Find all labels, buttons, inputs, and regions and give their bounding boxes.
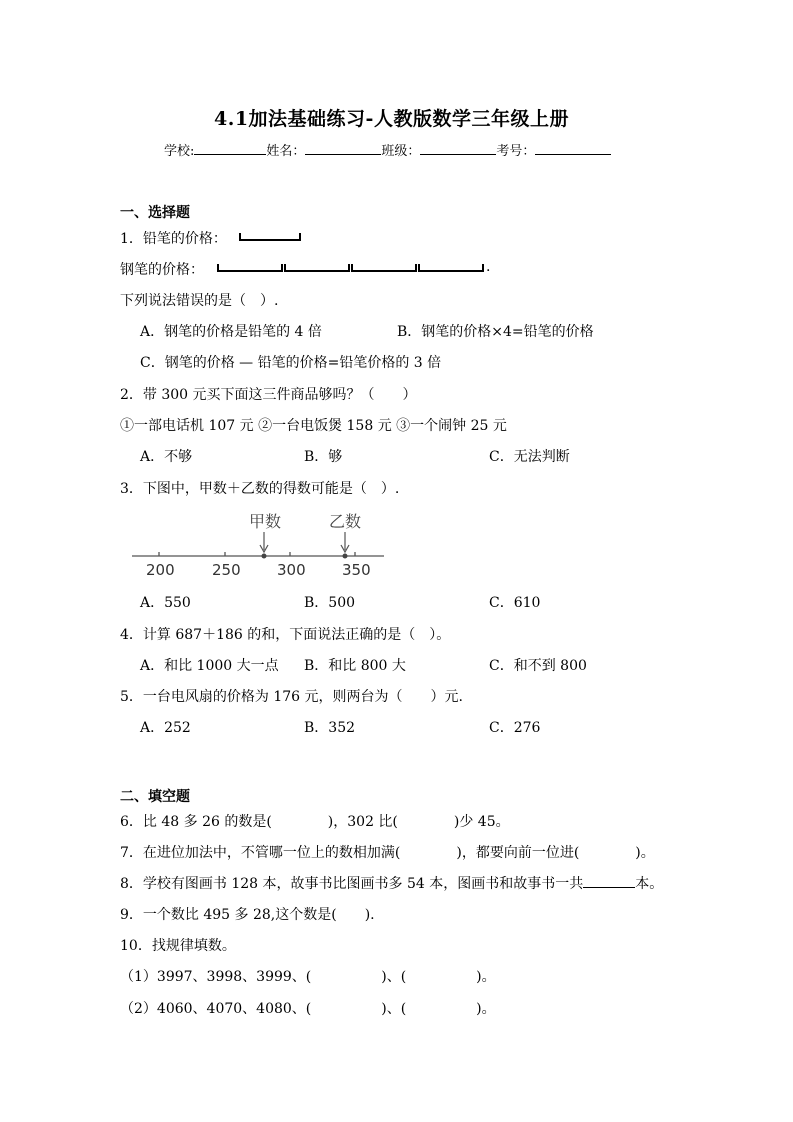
q5-option-b[interactable]: B．352 (304, 720, 356, 736)
q1-option-c[interactable]: C．钢笔的价格 — 铅笔的价格=铅笔价格的 3 倍 (140, 355, 442, 371)
class-blank[interactable] (420, 140, 496, 155)
q2-stem: 2．带 300 元买下面这三件商品够吗？（ ） (120, 387, 417, 403)
q3-option-b[interactable]: B．500 (304, 595, 356, 611)
q4-option-b[interactable]: B．和比 800 大 (304, 658, 406, 674)
student-info-line (164, 140, 611, 159)
pen-price-segment-2 (284, 264, 350, 272)
exam-number-label: 考号： (496, 144, 536, 159)
q3-stem: 3．下图中，甲数＋乙数的得数可能是（ ）. (120, 481, 400, 497)
q4-option-c[interactable]: C．和不到 800 (489, 658, 587, 674)
number-line-figure (130, 508, 390, 582)
q8-text: 8．学校有图画书 128 本，故事书比图画书多 54 本，图画书和故事书一共 (120, 876, 584, 892)
q3-option-a[interactable]: A．550 (140, 595, 191, 611)
q1-option-b[interactable]: B．钢笔的价格×4=铅笔的价格 (397, 324, 594, 340)
q10-part1: （1）3997、3998、3999、( )、( )。 (120, 969, 496, 985)
q8-unit: 本。 (635, 876, 664, 892)
q4-stem: 4．计算 687＋186 的和，下面说法正确的是（ ）。 (120, 627, 451, 643)
q5-option-c[interactable]: C．276 (489, 720, 541, 736)
tick-label-350: 350 (342, 561, 371, 579)
section1-heading: 一、选择题 (120, 205, 190, 221)
q10-part2: （2）4060、4070、4080、( )、( )。 (120, 1001, 496, 1017)
q9: 9．一个数比 495 多 28,这个数是( ). (120, 907, 375, 923)
pencil-price-segment (239, 233, 301, 241)
q1-pen-end: . (486, 259, 491, 275)
q1-stem: 下列说法错误的是（ ）. (120, 293, 279, 309)
q1-pencil-label: 1．铅笔的价格： (120, 231, 227, 247)
tick-label-200: 200 (146, 561, 175, 579)
point-yi (343, 554, 348, 559)
q2-option-c[interactable]: C．无法判断 (489, 449, 570, 465)
name-blank[interactable] (305, 140, 381, 155)
label-jia: 甲数 (249, 512, 282, 531)
pen-price-segment-3 (351, 264, 417, 272)
tick-label-300: 300 (277, 561, 306, 579)
q5-stem: 5．一台电风扇的价格为 176 元，则两台为（ ）元. (120, 689, 463, 705)
q10: 10．找规律填数。 (120, 938, 236, 954)
q1-pen-label: 钢笔的价格： (120, 262, 204, 278)
q8 (120, 873, 663, 893)
exam-number-blank[interactable] (535, 140, 611, 155)
name-label: 姓名： (266, 144, 306, 159)
q2-items: ①一部电话机 107 元 ②一台电饭煲 158 元 ③一个闹钟 25 元 (120, 418, 507, 434)
school-label: 学校: (164, 144, 195, 159)
q2-option-b[interactable]: B．够 (304, 449, 343, 465)
page-title: 4.1加法基础练习-人教版数学三年级上册 (214, 108, 569, 130)
q6: 6．比 48 多 26 的数是( )，302 比( )少 45。 (120, 814, 510, 830)
q3-option-c[interactable]: C．610 (489, 595, 541, 611)
tick-label-250: 250 (212, 561, 241, 579)
q4-option-a[interactable]: A．和比 1000 大一点 (140, 658, 279, 674)
q8-answer-blank[interactable] (583, 873, 635, 888)
section2-heading: 二、填空题 (120, 789, 190, 805)
pen-price-segment-1 (217, 264, 283, 272)
class-label: 班级： (381, 144, 421, 159)
q2-option-a[interactable]: A．不够 (140, 449, 193, 465)
school-blank[interactable] (194, 140, 266, 155)
q5-option-a[interactable]: A．252 (140, 720, 191, 736)
label-yi: 乙数 (329, 512, 362, 531)
pen-price-segment-4 (418, 264, 484, 272)
q7: 7．在进位加法中，不管哪一位上的数相加满( )，都要向前一位进( )。 (120, 845, 655, 861)
q1-option-a[interactable]: A．钢笔的价格是铅笔的 4 倍 (140, 324, 322, 340)
point-jia (262, 554, 267, 559)
